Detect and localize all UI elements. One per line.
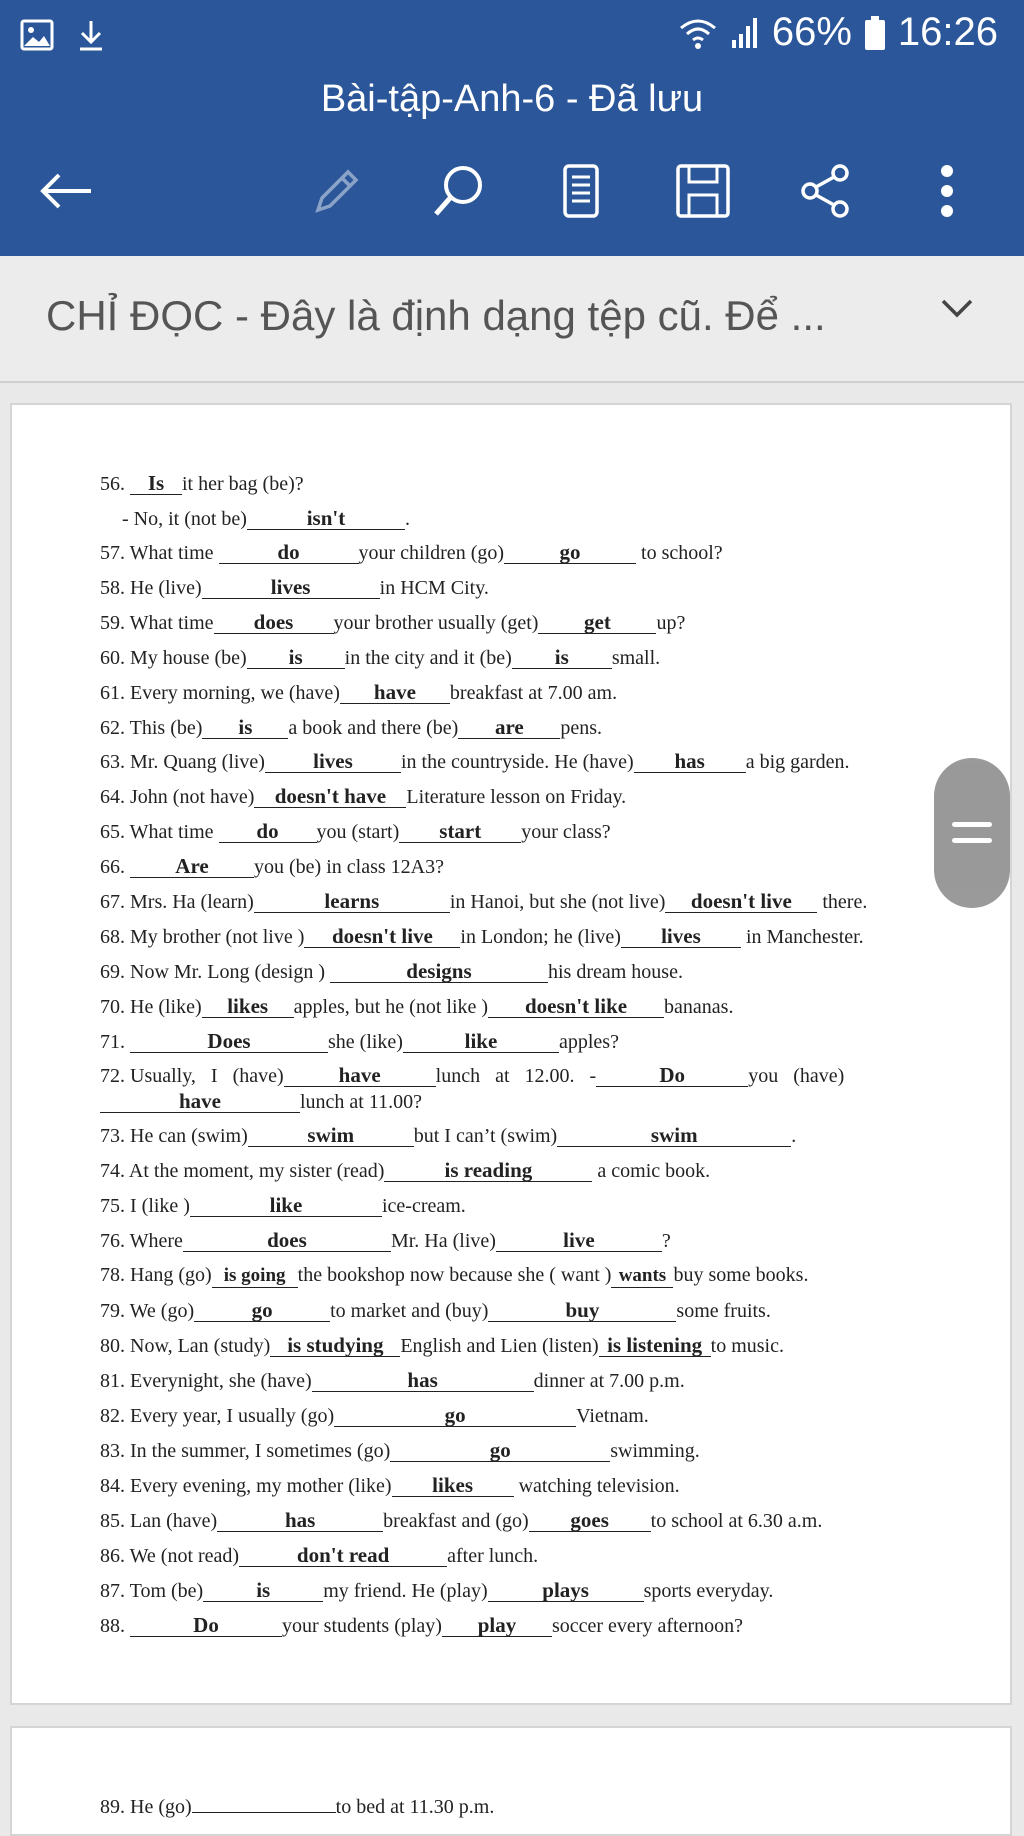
exercise-line-72b: [100, 1090, 422, 1114]
exercise-text: Mr. Ha (live): [390, 1230, 496, 1252]
exercise-text: 61. Every morning, we (have): [100, 682, 340, 704]
answer: don't read: [239, 1544, 447, 1567]
answer: like: [403, 1030, 559, 1053]
exercise-line-68: [100, 925, 864, 949]
battery-percent: 66%: [771, 10, 852, 54]
exercise-text: it her bag (be)?: [182, 473, 304, 495]
save-button[interactable]: [668, 158, 738, 228]
answer: have: [340, 681, 450, 704]
exercise-text: 73. He can (swim): [100, 1125, 248, 1147]
exercise-text: to bed at 11.30 p.m.: [335, 1796, 495, 1818]
answer: has: [217, 1509, 383, 1532]
exercise-text: in the city and it (be): [344, 647, 512, 669]
exercise-text: your children (go): [358, 542, 505, 564]
exercise-line-79: [100, 1299, 771, 1323]
download-icon: [76, 18, 106, 52]
answer: learns: [254, 890, 450, 913]
more-icon: [939, 163, 955, 224]
status-bar: [0, 0, 1024, 72]
answer: lives: [265, 750, 401, 773]
exercise-line-64: [100, 785, 626, 809]
answer: is: [202, 716, 288, 739]
exercise-text: breakfast and (go): [383, 1510, 529, 1532]
exercise-line-78: [100, 1264, 808, 1288]
back-arrow-icon: [37, 171, 93, 216]
exercise-text: soccer every afternoon?: [551, 1615, 743, 1637]
exercise-text: 64. John (not have): [100, 786, 255, 808]
answer: is studying: [270, 1334, 400, 1357]
answer: designs: [330, 960, 548, 983]
answer: Are: [130, 855, 254, 878]
exercise-text: 59. What time: [100, 612, 214, 634]
exercise-text: 72. Usually, I (have): [100, 1065, 284, 1087]
exercise-line-83: [100, 1439, 700, 1463]
exercise-text: his dream house.: [547, 961, 683, 983]
answer: play: [442, 1614, 552, 1637]
answer: has: [634, 750, 746, 773]
exercise-text: 85. Lan (have): [100, 1510, 218, 1532]
exercise-line-56: [100, 472, 304, 496]
exercise-line-73: [100, 1124, 796, 1148]
reading-view-icon: [561, 163, 601, 224]
save-icon: [675, 163, 731, 224]
answer: like: [190, 1194, 382, 1217]
exercise-number: 56.: [100, 473, 125, 495]
document-title: Bài-tập-Anh-6 - Đã lưu: [320, 78, 704, 120]
exercise-text: your brother usually (get): [333, 612, 539, 634]
answer: is: [203, 1579, 323, 1602]
exercise-text: 57. What time: [100, 542, 214, 564]
exercise-text: 70. He (like): [100, 996, 202, 1018]
exercise-text: 83. In the summer, I sometimes (go): [100, 1440, 391, 1462]
exercise-line-75: [100, 1194, 466, 1218]
answer: does: [183, 1229, 391, 1252]
exercise-text: 81. Everynight, she (have): [100, 1370, 312, 1392]
exercise-text: 84. Every evening, my mother (like): [100, 1475, 392, 1497]
exercise-text: Literature lesson on Friday.: [406, 786, 627, 808]
answer: go: [334, 1404, 576, 1427]
exercise-text: - No, it (not be): [122, 508, 247, 530]
answer: Do: [130, 1614, 282, 1637]
exercise-line-82: [100, 1404, 649, 1428]
exercise-text: sports everyday.: [643, 1580, 774, 1602]
exercise-text: 63. Mr. Quang (live): [100, 751, 265, 773]
exercise-text: in Manchester.: [745, 926, 864, 948]
answer: has: [312, 1369, 534, 1392]
exercise-text: swimming.: [610, 1440, 700, 1462]
exercise-text: in Hanoi, but she (not live): [449, 891, 666, 913]
exercise-line-58: [100, 576, 489, 600]
exercise-line-62: [100, 716, 602, 740]
exercise-text: in the countryside. He (have): [400, 751, 634, 773]
exercise-text: 80. Now, Lan (study): [100, 1335, 271, 1357]
exercise-line-85: [100, 1509, 822, 1533]
exercise-text: Vietnam.: [576, 1405, 649, 1427]
exercise-text: 78. Hang (go): [100, 1264, 212, 1286]
search-icon: [431, 163, 487, 224]
exercise-line-66: [100, 855, 444, 879]
scroll-thumb[interactable]: [934, 758, 1010, 908]
exercise-text: breakfast at 7.00 am.: [449, 682, 618, 704]
exercise-text: watching television.: [518, 1475, 680, 1497]
exercise-line-86: [100, 1544, 538, 1568]
answer: swim: [248, 1124, 414, 1147]
exercise-text: to music.: [710, 1335, 784, 1357]
exercise-line-59: [100, 611, 685, 635]
exercise-line-74: [100, 1159, 710, 1183]
answer: do: [219, 820, 317, 843]
exercise-text: 86. We (not read): [100, 1545, 240, 1567]
exercise-text: some fruits.: [676, 1300, 771, 1322]
image-icon: [20, 18, 54, 52]
answer: is listening: [599, 1334, 711, 1357]
exercise-line-65: [100, 820, 611, 844]
answer: goes: [529, 1509, 651, 1532]
answer: lives: [621, 925, 741, 948]
edit-icon: [310, 164, 364, 223]
reading-view-button[interactable]: [546, 158, 616, 228]
exercise-text: pens.: [560, 717, 602, 739]
answer: live: [496, 1229, 662, 1252]
exercise-text: there.: [822, 891, 868, 913]
exercise-text: small.: [611, 647, 661, 669]
answer: swim: [557, 1124, 791, 1147]
exercise-text: your class?: [521, 821, 611, 843]
answer: is going: [212, 1265, 298, 1288]
exercise-line-84: [100, 1474, 680, 1498]
exercise-text: you (have): [748, 1065, 845, 1087]
exercise-text: 89. He (go): [100, 1796, 192, 1818]
answer: are: [458, 716, 560, 739]
answer: is reading: [384, 1159, 592, 1182]
share-button[interactable]: [790, 158, 860, 228]
exercise-text: up?: [656, 612, 686, 634]
exercise-text: in London; he (live): [460, 926, 621, 948]
exercise-line-71: [100, 1030, 619, 1054]
exercise-text: 69. Now Mr. Long (design ): [100, 961, 325, 983]
answer: go: [504, 541, 636, 564]
exercise-text: you (be) in class 12A3?: [254, 856, 444, 878]
app-header: [0, 0, 1024, 256]
answer: does: [214, 611, 334, 634]
exercise-text: 68. My brother (not live ): [100, 926, 305, 948]
exercise-line-81: [100, 1369, 685, 1393]
more-options-button[interactable]: [912, 158, 982, 228]
exercise-text: 79. We (go): [100, 1300, 195, 1322]
exercise-text: buy some books.: [673, 1264, 809, 1286]
chevron-down-icon[interactable]: [940, 298, 974, 325]
answer: Is: [130, 472, 182, 495]
answer: Do: [596, 1064, 748, 1087]
exercise-text: a book and there (be): [288, 717, 459, 739]
answer: isn't: [247, 507, 405, 530]
exercise-text: 65. What time: [100, 821, 214, 843]
exercise-text: the bookshop now because she ( want ): [297, 1264, 612, 1286]
answer: likes: [202, 995, 294, 1018]
answer: doesn't have: [254, 785, 406, 808]
answer: start: [399, 820, 521, 843]
exercise-text: 67. Mrs. Ha (learn): [100, 891, 254, 913]
exercise-text: 66.: [100, 856, 125, 878]
wifi-icon: [678, 16, 718, 50]
answer: lives: [202, 576, 380, 599]
exercise-line-87: [100, 1579, 773, 1603]
answer: do: [219, 541, 359, 564]
exercise-text: but I can’t (swim): [413, 1125, 558, 1147]
exercise-text: 75. I (like ): [100, 1195, 190, 1217]
exercise-text: you (start): [316, 821, 400, 843]
exercise-text: your students (play): [282, 1615, 442, 1637]
exercise-text: lunch at 11.00?: [300, 1091, 423, 1113]
exercise-text: my friend. He (play): [323, 1580, 488, 1602]
exercise-line-67: [100, 890, 867, 914]
signal-icon: [730, 16, 760, 50]
exercise-text: 87. Tom (be): [100, 1580, 204, 1602]
exercise-text: to market and (buy): [330, 1300, 489, 1322]
answer: go: [390, 1439, 610, 1462]
share-icon: [798, 163, 852, 224]
exercise-text: 62. This (be): [100, 717, 203, 739]
exercise-line-72: [100, 1064, 844, 1088]
back-button[interactable]: [30, 158, 100, 228]
clock: 16:26: [897, 10, 998, 54]
exercise-line-63: [100, 750, 850, 774]
exercise-text: in HCM City.: [379, 577, 489, 599]
exercise-text: apples?: [558, 1031, 619, 1053]
exercise-line-89: [100, 1796, 494, 1819]
exercise-text: 60. My house (be): [100, 647, 247, 669]
exercise-text: to school?: [641, 542, 723, 564]
answer: doesn't live: [665, 890, 817, 913]
exercise-text: English and Lien (listen): [400, 1335, 599, 1357]
readonly-banner-text: CHỈ ĐỌC - Đây là định dạng tệp cũ. Để ...: [46, 292, 826, 339]
exercise-text: 71.: [100, 1031, 125, 1053]
answer: is: [247, 646, 345, 669]
exercise-text: 82. Every year, I usually (go): [100, 1405, 335, 1427]
exercise-text: after lunch.: [447, 1545, 539, 1567]
exercise-text: apples, but he (not like ): [293, 996, 489, 1018]
answer: doesn't live: [304, 925, 460, 948]
answer: get: [538, 611, 656, 634]
answer: wants: [611, 1265, 673, 1288]
edit-button[interactable]: [302, 158, 372, 228]
answer: plays: [488, 1579, 644, 1602]
battery-icon: [864, 15, 886, 51]
exercise-text: ice-cream.: [381, 1195, 466, 1217]
answer: go: [194, 1299, 330, 1322]
exercise-text: a big garden.: [745, 751, 850, 773]
exercise-text: .: [404, 508, 410, 530]
exercise-text: lunch at 12.00. -: [435, 1065, 597, 1087]
exercise-text: dinner at 7.00 p.m.: [533, 1370, 685, 1392]
answer: likes: [392, 1474, 514, 1497]
exercise-line-57: [100, 541, 723, 565]
exercise-text: bananas.: [664, 996, 734, 1018]
exercise-text: 58. He (live): [100, 577, 202, 599]
answer: Does: [130, 1030, 328, 1053]
toolbar: [0, 150, 1024, 230]
exercise-line-56b: [122, 507, 410, 531]
exercise-text: 76. Where: [100, 1230, 183, 1252]
readonly-banner[interactable]: [0, 256, 1024, 383]
exercise-text: 74. At the moment, my sister (read): [100, 1160, 385, 1182]
answer-blank: [192, 1812, 336, 1813]
exercise-line-61: [100, 681, 617, 705]
answer: have: [100, 1090, 300, 1113]
answer: have: [284, 1064, 436, 1087]
exercise-line-80: [100, 1334, 784, 1358]
exercise-text: .: [791, 1125, 797, 1147]
answer: is: [512, 646, 612, 669]
search-button[interactable]: [424, 158, 494, 228]
exercise-line-69: [100, 960, 683, 984]
exercise-line-60: [100, 646, 660, 670]
exercise-text: a comic book.: [597, 1160, 711, 1182]
exercise-text: to school at 6.30 a.m.: [650, 1510, 823, 1532]
exercise-text: 88.: [100, 1615, 125, 1637]
exercise-line-88: [100, 1614, 743, 1638]
exercise-text: ?: [661, 1230, 671, 1252]
exercise-line-70: [100, 995, 733, 1019]
exercise-line-76: [100, 1229, 671, 1253]
answer: doesn't like: [488, 995, 664, 1018]
answer: buy: [488, 1299, 676, 1322]
exercise-text: she (like): [328, 1031, 403, 1053]
